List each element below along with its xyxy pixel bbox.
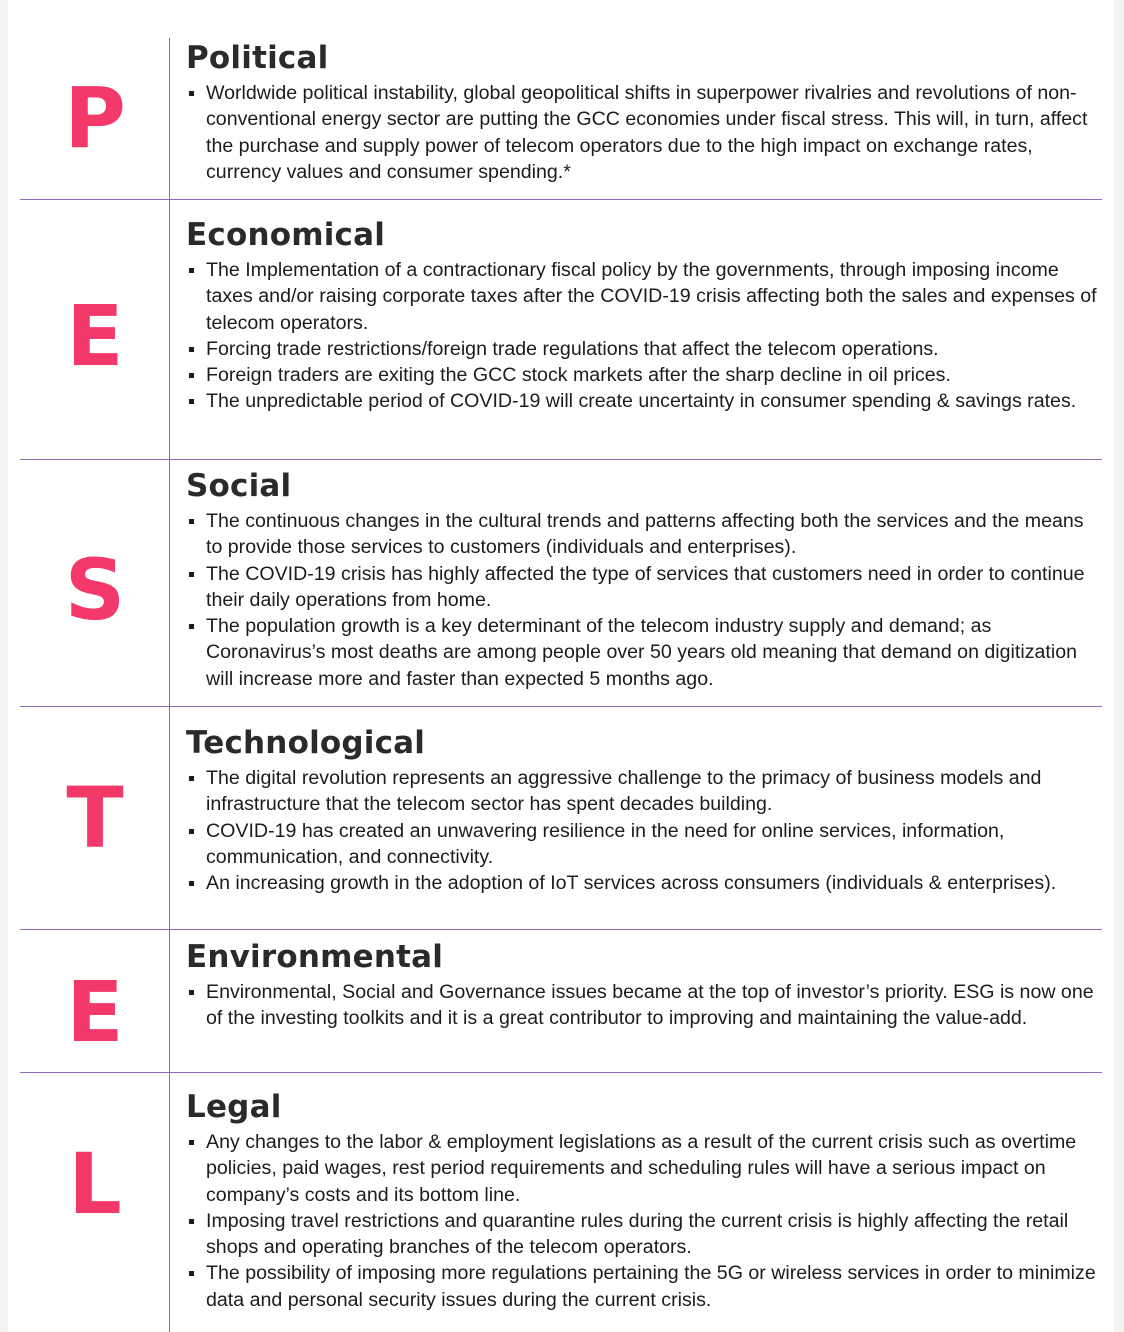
section-divider [20, 199, 1102, 200]
pestel-letter-social: S [64, 541, 126, 639]
bullet-item: The population growth is a key determinant of the telecom industry supply and demand; as Coronavirus’s most deaths are among people over 50 years old meaning that demand on digitization will increase more and faster than expected 5 months ago. [186, 613, 1104, 692]
bullet-list [186, 508, 1104, 692]
section-title: Political [186, 40, 329, 76]
section-title: Environmental [186, 939, 444, 975]
bullet-item: The unpredictable period of COVID-19 will create uncertainty in consumer spending & savings rates. [186, 388, 1104, 414]
section-title: Legal [186, 1089, 282, 1125]
column-divider [169, 38, 170, 1332]
bullet-item: Worldwide political instability, global geopolitical shifts in superpower rivalries and revolutions of non-conventional energy sector are putting the GCC economies under fiscal stress. This will, in turn, affect the purchase and supply power of telecom operators due to the high impact on exchange rates, currency values and consumer spending.* [186, 80, 1104, 185]
pestel-letter-environmental: E [66, 963, 124, 1061]
bullet-item: Environmental, Social and Governance issues became at the top of investor’s priority. ESG is now one of the investing toolkits and it is a great contributor to improving and maintaining the value-add. [186, 979, 1104, 1032]
bullet-list [186, 979, 1104, 1032]
bullet-item: The possibility of imposing more regulations pertaining the 5G or wireless services in order to minimize data and personal security issues during the current crisis. [186, 1260, 1104, 1313]
pestel-document [8, 0, 1114, 1332]
bullet-item: The COVID-19 crisis has highly affected the type of services that customers need in order to continue their daily operations from home. [186, 561, 1104, 614]
pestel-letter-technological: T [66, 769, 124, 867]
section-divider [20, 706, 1102, 707]
section-title: Economical [186, 217, 386, 253]
pestel-letter-political: P [64, 69, 126, 167]
bullet-item: Forcing trade restrictions/foreign trade regulations that affect the telecom operations. [186, 336, 1104, 362]
bullet-list [186, 1129, 1104, 1313]
section-divider [20, 459, 1102, 460]
section-divider [20, 929, 1102, 930]
section-title: Technological [186, 725, 426, 761]
bullet-item: The Implementation of a contractionary fiscal policy by the governments, through imposing income taxes and/or raising corporate taxes after the COVID-19 crisis affecting both the sales and expenses of telecom operators. [186, 257, 1104, 336]
section-social [186, 468, 1104, 692]
section-environmental [186, 939, 1104, 1032]
section-divider [20, 1072, 1102, 1073]
bullet-item: An increasing growth in the adoption of IoT services across consumers (individuals & enterprises). [186, 870, 1104, 896]
bullet-item: Any changes to the labor & employment legislations as a result of the current crisis such as overtime policies, paid wages, rest period requirements and scheduling rules will have a serious impact on company’s costs and its bottom line. [186, 1129, 1104, 1208]
bullet-item: COVID-19 has created an unwavering resilience in the need for online services, information, communication, and connectivity. [186, 818, 1104, 871]
section-political [186, 40, 1104, 185]
bullet-item: The continuous changes in the cultural trends and patterns affecting both the services and the means to provide those services to customers (individuals and enterprises). [186, 508, 1104, 561]
section-legal [186, 1089, 1104, 1313]
bullet-list [186, 765, 1104, 896]
bullet-list [186, 257, 1104, 415]
pestel-letter-legal: L [68, 1135, 122, 1233]
bullet-item: The digital revolution represents an aggressive challenge to the primacy of business models and infrastructure that the telecom sector has spent decades building. [186, 765, 1104, 818]
bullet-list [186, 80, 1104, 185]
bullet-item: Imposing travel restrictions and quarantine rules during the current crisis is highly affecting the retail shops and operating branches of the telecom operators. [186, 1208, 1104, 1261]
bullet-item: Foreign traders are exiting the GCC stock markets after the sharp decline in oil prices. [186, 362, 1104, 388]
section-title: Social [186, 468, 292, 504]
pestel-letter-economical: E [66, 287, 124, 385]
section-economical [186, 217, 1104, 415]
section-technological [186, 725, 1104, 896]
